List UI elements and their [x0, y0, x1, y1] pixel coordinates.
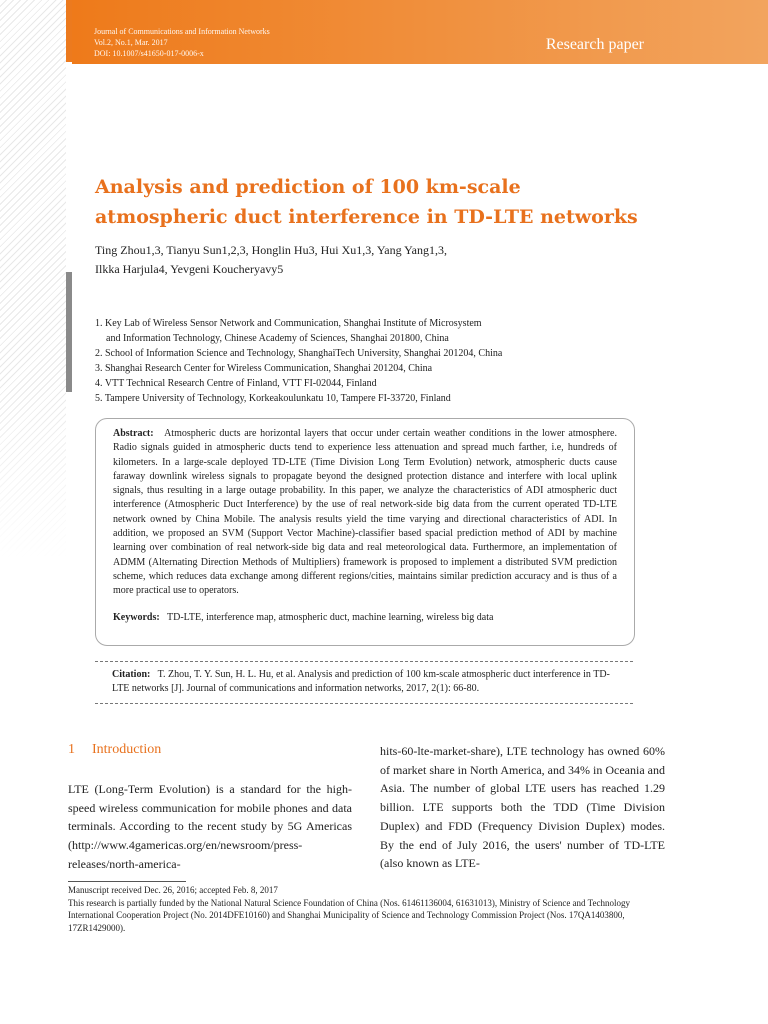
article-type: Research paper: [545, 36, 644, 53]
affiliation-5: 5. Tampere University of Technology, Korkeakoulunkatu 10, Tampere FI-33720, Finland: [95, 393, 451, 404]
intro-paragraph-2: hits-60-lte-market-share), LTE technology has owned 60% of market share in North America, and 34% in Oceania and Asia. The number of global LTE users has reached 1.29 billion. LTE supports both the TDD (Time Division Duplex) and FDD (Frequency Division Duplex) modes. By the end of July 2016, the users' number of TD-LTE (also known as LTE-: [380, 744, 665, 871]
affiliation-1-cont: and Information Technology, Chinese Academy of Sciences, Shanghai 201800, China: [106, 333, 449, 344]
citation-box: [95, 661, 633, 704]
affiliation-3: 3. Shanghai Research Center for Wireless Communication, Shanghai 201204, China: [95, 363, 433, 374]
section-number: 1: [68, 742, 75, 757]
citation-text: T. Zhou, T. Y. Sun, H. L. Hu, et al. Analysis and prediction of 100 km-scale atmospheric duct interference in TD-LTE networks [J]. Journal of communications and information networks, 2017, 2(1): 66-80.: [112, 669, 610, 694]
affiliations: [95, 316, 655, 406]
keywords: [113, 611, 617, 625]
accent-bar-side: [66, 272, 72, 392]
accent-bar-top: [66, 0, 72, 62]
keywords-label: Keywords:: [113, 611, 160, 623]
body-column-left: [68, 780, 352, 874]
abstract-label: Abstract:: [113, 428, 154, 439]
abstract-text: Atmospheric ducts are horizontal layers that occur under certain weather conditions in the lower atmosphere. Radio signals guided in atmospheric ducts tend to experience less attenuation and spread much farther, i.e, hundreds of kilometers. In a large-scale deployed TD-LTE (Time Division Long Term Evolution) network, atmospheric ducts cause faraway downlink wireless signals to propagate beyond the designed protection distance and interfere with local uplink signals, thus resulting in a large outage probability. In this paper, we analyze the characteristics of ADI atmospheric duct interference (Atmospheric Duct Interference) by the use of real network-side big data from the current operated TD-LTE network owned by China Mobile. The analysis results yield the time varying and directional characteristics of ADI. In addition, we proposed an SVM (Support Vector Machine)-classifier based spacial prediction method of ADI by machine learning over combination of real network-side big data and real meteorological data. Furthermore, an implementation of ADMM (Alternating Direction Methods of Multipliers) framework is proposed to implement a distributed SVM prediction scheme, which reduces data exchange among different regions/cities, maintains similar prediction accuracy and is thus of a more practical use to operators.: [113, 428, 617, 597]
paper-title: Analysis and prediction of 100 km-scale atmospheric duct interference in TD-LTE networks: [95, 176, 638, 228]
footnote-received: Manuscript received Dec. 26, 2016; accepted Feb. 8, 2017: [68, 885, 278, 895]
section-heading: [68, 742, 161, 758]
journal-info: [94, 26, 270, 59]
abstract-box: [95, 418, 635, 646]
affiliation-4: 4. VTT Technical Research Centre of Finland, VTT FI-02044, Finland: [95, 378, 377, 389]
authors-line-2: Ilkka Harjula4, Yevgeni Koucheryavy5: [95, 262, 284, 276]
journal-name: Journal of Communications and Information Networks: [94, 27, 270, 36]
journal-doi: DOI: 10.1007/s41650-017-0006-x: [94, 49, 204, 58]
footnote-rule: [68, 881, 186, 882]
footnote: [68, 884, 668, 934]
affiliation-2: 2. School of Information Science and Technology, ShanghaiTech University, Shanghai 201204, China: [95, 348, 503, 359]
citation-label: Citation:: [112, 669, 151, 680]
journal-volume: Vol.2, No.1, Mar. 2017: [94, 38, 168, 47]
authors-line-1: Ting Zhou1,3, Tianyu Sun1,2,3, Honglin Hu3, Hui Xu1,3, Yang Yang1,3,: [95, 243, 447, 257]
keywords-text: TD-LTE, interference map, atmospheric duct, machine learning, wireless big data: [167, 611, 494, 623]
decorative-stripes-fade: [0, 380, 66, 560]
affiliation-1: 1. Key Lab of Wireless Sensor Network and Communication, Shanghai Institute of Microsystem: [95, 318, 482, 329]
abstract: [113, 427, 617, 599]
authors: [95, 241, 615, 279]
section-title: Introduction: [92, 742, 162, 757]
footnote-funding: This research is partially funded by the National Natural Science Foundation of China (Nos. 61461136004, 61631013), Ministry of Science and Technology International Cooperation Project (No. 2014DFE10160) and Shanghai Municipality of Science and Technology Commission Project (Nos. 17QA1403800, 17ZR1429000).: [68, 897, 630, 933]
body-column-right: [380, 742, 665, 873]
intro-paragraph-1: LTE (Long-Term Evolution) is a standard for the high-speed wireless communication for mobile phones and data terminals. According to the recent study by 5G Americas (http://www.4gamericas.org/en/newsroom/press-releases/north-america-: [68, 782, 352, 871]
